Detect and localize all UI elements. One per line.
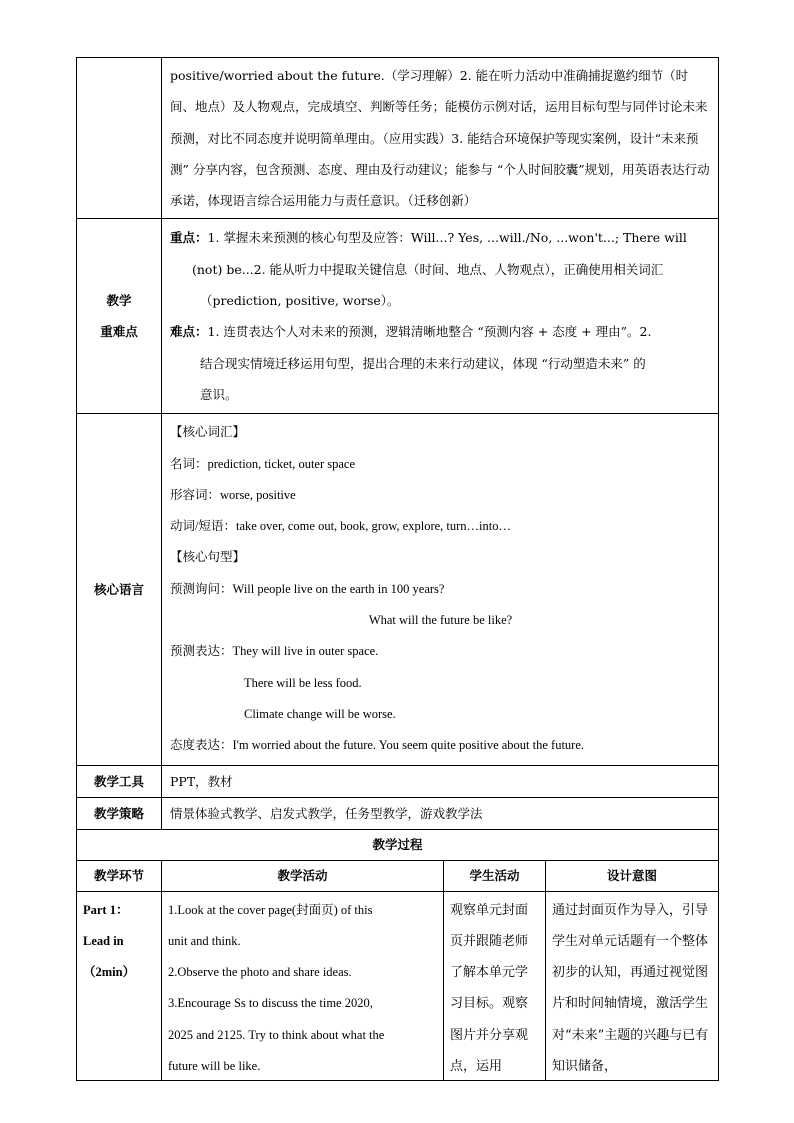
objectives-label-cell — [77, 58, 162, 219]
strategy-label: 教学策略 — [77, 797, 162, 829]
vocab-adjectives: 形容词：worse, positive — [170, 487, 296, 502]
express-line-1: 预测表达：They will live in outer space. — [170, 644, 379, 659]
express-line-2: There will be less food. — [244, 675, 362, 690]
tools-value: PPT，教材 — [162, 765, 719, 797]
ask-line-2: What will the future be like? — [368, 613, 513, 628]
activity-line-4: 3.Encourage Ss to discuss the time 2020, — [168, 996, 373, 1011]
objectives-row — [77, 58, 719, 219]
header-stage: 教学环节 — [77, 860, 162, 891]
process-row-part1 — [77, 891, 719, 1080]
part1-activities — [162, 891, 444, 1080]
activity-line-3: 2.Observe the photo and share ideas. — [168, 965, 352, 980]
activity-line-2: unit and think. — [168, 933, 241, 948]
lesson-plan-table — [76, 57, 719, 1081]
vocab-nouns: 名词：prediction, ticket, outer space — [170, 456, 356, 471]
header-student: 学生活动 — [444, 860, 546, 891]
process-title-row — [77, 829, 719, 860]
ask-line-1: 预测询问：Will people live on the earth in 100 years? — [170, 581, 445, 596]
key-points-content — [162, 219, 719, 414]
attitude-line: 态度表达：I'm worried about the future. You seem quite positive about the future. — [170, 738, 584, 753]
tools-row — [77, 765, 719, 797]
focus-line-3: （prediction, positive, worse）。 — [200, 293, 400, 309]
express-line-3: Climate change will be worse. — [244, 706, 396, 721]
focus-line-1: 重点：1. 掌握未来预测的核心句型及应答：Will...? Yes, ...will./No, ...won't...; There will — [170, 230, 687, 246]
vocab-heading: 【核心词汇】 — [170, 425, 246, 440]
core-language-content — [162, 414, 719, 765]
tools-label: 教学工具 — [77, 765, 162, 797]
core-language-label: 核心语言 — [77, 414, 162, 765]
pattern-heading: 【核心句型】 — [170, 550, 246, 565]
process-header-row — [77, 860, 719, 891]
part1-student: 观察单元封面页并跟随老师了解本单元学习目标。观察图片并分享观点，运用 — [444, 891, 546, 1080]
header-activity: 教学活动 — [162, 860, 444, 891]
strategy-row — [77, 797, 719, 829]
key-points-label: 教学 重难点 — [77, 219, 162, 414]
process-title: 教学过程 — [77, 829, 719, 860]
objectives-text: positive/worried about the future.（学习理解）2. 能在听力活动中准确捕捉邀约细节（时间、地点）及人物观点，完成填空、判断等任务；能模仿示例对话，运用目标句型与同伴讨论未来预测，对比不同态度并说明简单理由。（应用实践）3. 能结合环境保护等现实案例，设计“未来预测” 分享内容，包含预测、态度、理由及行动建议；能参与 “个人时间胶囊”规划，用英语表达行动承诺，体现语言综合运用能力与责任意识。（迁移创新） — [170, 68, 710, 209]
difficulty-line-1: 难点：1. 连贯表达个人对未来的预测，逻辑清晰地整合 “预测内容 + 态度 + 理由”。2. — [170, 324, 652, 340]
part1-intent: 通过封面页作为导入，引导学生对单元话题有一个整体初步的认知，再通过视觉图片和时间轴情境，激活学生对“未来”主题的兴趣与已有知识储备， — [546, 891, 719, 1080]
header-intent: 设计意图 — [546, 860, 719, 891]
strategy-value: 情景体验式教学、启发式教学，任务型教学，游戏教学法 — [162, 797, 719, 829]
core-language-row — [77, 414, 719, 765]
vocab-verbs: 动词/短语：take over, come out, book, grow, explore, turn…into… — [170, 519, 511, 534]
activity-line-5: 2025 and 2125. Try to think about what the — [168, 1027, 385, 1042]
key-points-row — [77, 219, 719, 414]
difficulty-line-2: 结合现实情境迁移运用句型，提出合理的未来行动建议，体现 “行动塑造未来” 的 — [200, 355, 646, 371]
activity-line-1: 1.Look at the cover page(封面页) of this — [168, 902, 373, 917]
activity-line-6: future will be like. — [168, 1059, 261, 1074]
difficulty-line-3: 意识。 — [200, 386, 238, 402]
focus-line-2: (not) be...2. 能从听力中提取关键信息（时间、地点、人物观点），正确使用相关词汇 — [192, 261, 664, 277]
objectives-content — [162, 58, 719, 219]
part1-stage: Part 1： Lead in （2min） — [77, 891, 162, 1080]
